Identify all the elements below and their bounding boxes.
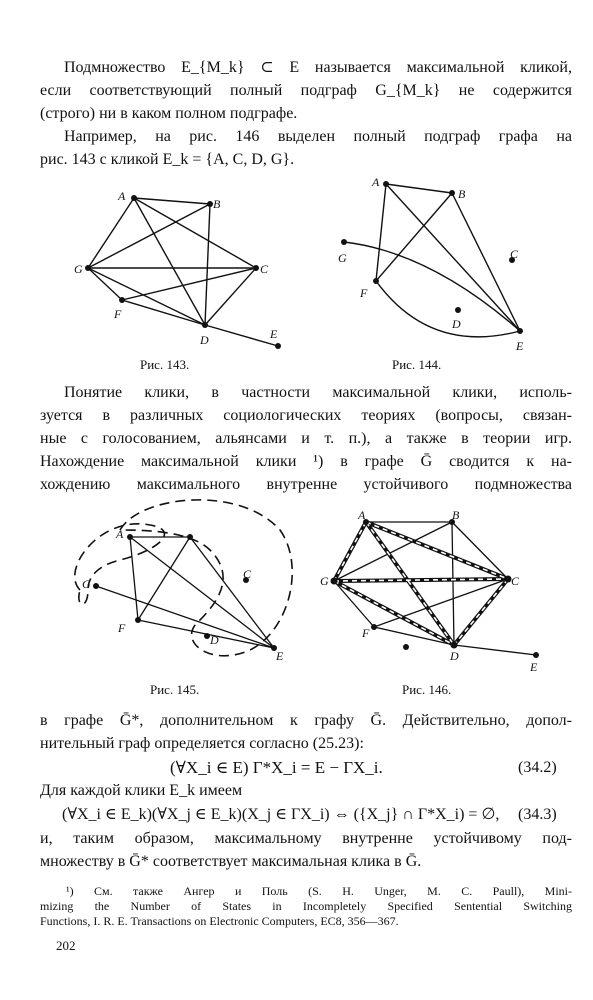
fig145-label-c: C	[243, 567, 252, 581]
fig143-label-b: B	[213, 197, 221, 211]
fig144-label-f: F	[360, 286, 368, 300]
footnote-line2: mizing the Number of States in Incompletely Specified Sentential Switching	[40, 899, 572, 913]
fig145-label-e: E	[276, 649, 284, 663]
para5-line1-text: Для каждой клики E_k имеем	[40, 782, 243, 799]
fig146-label-e: E	[530, 660, 538, 674]
fig144-label-d: D	[452, 317, 461, 331]
fig143-label-f: F	[114, 307, 122, 321]
fig144-label-e: E	[516, 339, 524, 353]
fig144-label-g: G	[338, 251, 347, 265]
fig143-label-a: A	[118, 189, 126, 203]
para2-line1-text: Например, на рис. 146 выделен полный подграф графа на	[64, 128, 572, 145]
fig145-label-f: F	[118, 621, 126, 635]
fig146-caption: Рис. 146.	[402, 682, 452, 697]
para3-line1-text: Понятие клики, в частности максимальной клики, исполь-	[64, 384, 572, 401]
para1-line1	[64, 57, 572, 79]
footnote-line3: Functions, I. R. E. Transactions on Electronic Computers, EC8, 356—367.	[40, 914, 399, 928]
page-number: 202	[56, 938, 76, 953]
para1-line2-text: если соответствующий полный подграф G_{M_k} не содержится	[40, 82, 572, 99]
equation-34-3: (∀X_i ∈ E_k)(∀X_j ∈ E_k)(X_j ∈ ΓX_i) ⇔ ({X_j} ∩ Γ*X_i) = ∅,	[62, 806, 500, 823]
equation-34-2: (∀X_i ∈ E) Γ*X_i = E − ΓX_i.	[170, 758, 383, 777]
fig143-caption: Рис. 143.	[140, 357, 190, 372]
para6-line1-text: и, таким образом, максимальному внутренне устойчивому под-	[40, 830, 572, 847]
para2-line2	[40, 149, 572, 171]
para6-line1	[40, 828, 572, 850]
equation-34-3-number: (34.3)	[518, 806, 557, 823]
fig146-label-c: C	[511, 574, 520, 588]
para3-line5-text: хождению максимального внутренне устойчивого подмножества	[40, 476, 572, 493]
para1-line3	[40, 103, 572, 125]
para3-line2-text: зуется в различных социологических теориях (вопросы, связан-	[40, 407, 572, 424]
para3-line3-text: ные с голосованием, альянсами и т. п.), а также в теории игр.	[40, 430, 572, 447]
fig145-label-a: A	[116, 527, 124, 541]
fig146-label-b: B	[452, 508, 460, 522]
figure-146	[318, 505, 550, 675]
fig144-label-b: B	[458, 187, 466, 201]
fig143-label-c: C	[260, 262, 269, 276]
para3-line3	[40, 428, 572, 450]
figure-144	[330, 170, 540, 355]
para4-line2	[40, 733, 572, 755]
fig145-label-d: D	[210, 633, 219, 647]
para3-line1	[64, 382, 572, 404]
para2-line2-text: рис. 143 с кликой E_k = {A, C, D, G}.	[40, 151, 295, 168]
fig143-label-g: G	[74, 262, 83, 276]
footnote-line1: ¹) См. также Ангер и Поль (S. H. Unger, M. C. Paull), Mini-	[66, 884, 572, 898]
para3-line4	[40, 451, 572, 473]
fig146-label-g: G	[320, 574, 329, 588]
fig143-label-e: E	[270, 327, 278, 341]
para1-line3-text: (строго) ни в каком полном подграфе.	[40, 105, 298, 122]
fig143-label-d: D	[200, 333, 209, 347]
fig145-caption: Рис. 145.	[150, 682, 200, 697]
para4-line1	[40, 710, 572, 732]
para4-line2-text: нительный граф определяется согласно (25.23):	[40, 735, 364, 752]
para6-line2	[40, 851, 572, 873]
equation-34-2-number: (34.2)	[518, 759, 557, 776]
fig144-label-c: C	[510, 247, 519, 261]
figure-145	[60, 490, 300, 675]
fig144-label-a: A	[372, 175, 380, 189]
fig145-label-g: G	[82, 577, 91, 591]
para1-line1-text: Подмножество E_{M_k} ⊂ E называется максимальной кликой,	[64, 59, 572, 76]
para5-line1	[40, 780, 572, 802]
fig146-label-a: A	[358, 508, 366, 522]
fig144-caption: Рис. 144.	[392, 357, 442, 372]
para2-line1	[64, 126, 572, 148]
fig146-label-d: D	[450, 649, 459, 663]
figure-143	[70, 180, 290, 355]
para4-line1-text: в графе Ḡ*, дополнительном к графу Ḡ. Действительно, допол-	[40, 712, 572, 729]
para3-line4-text: Нахождение максимальной клики ¹) в графе Ḡ сводится к на-	[40, 453, 572, 470]
para1-line2	[40, 80, 572, 102]
fig146-label-f: F	[362, 626, 370, 640]
para3-line2	[40, 405, 572, 427]
para6-line2-text: множеству в Ḡ* соответствует максимальная клика в Ḡ.	[40, 853, 422, 870]
